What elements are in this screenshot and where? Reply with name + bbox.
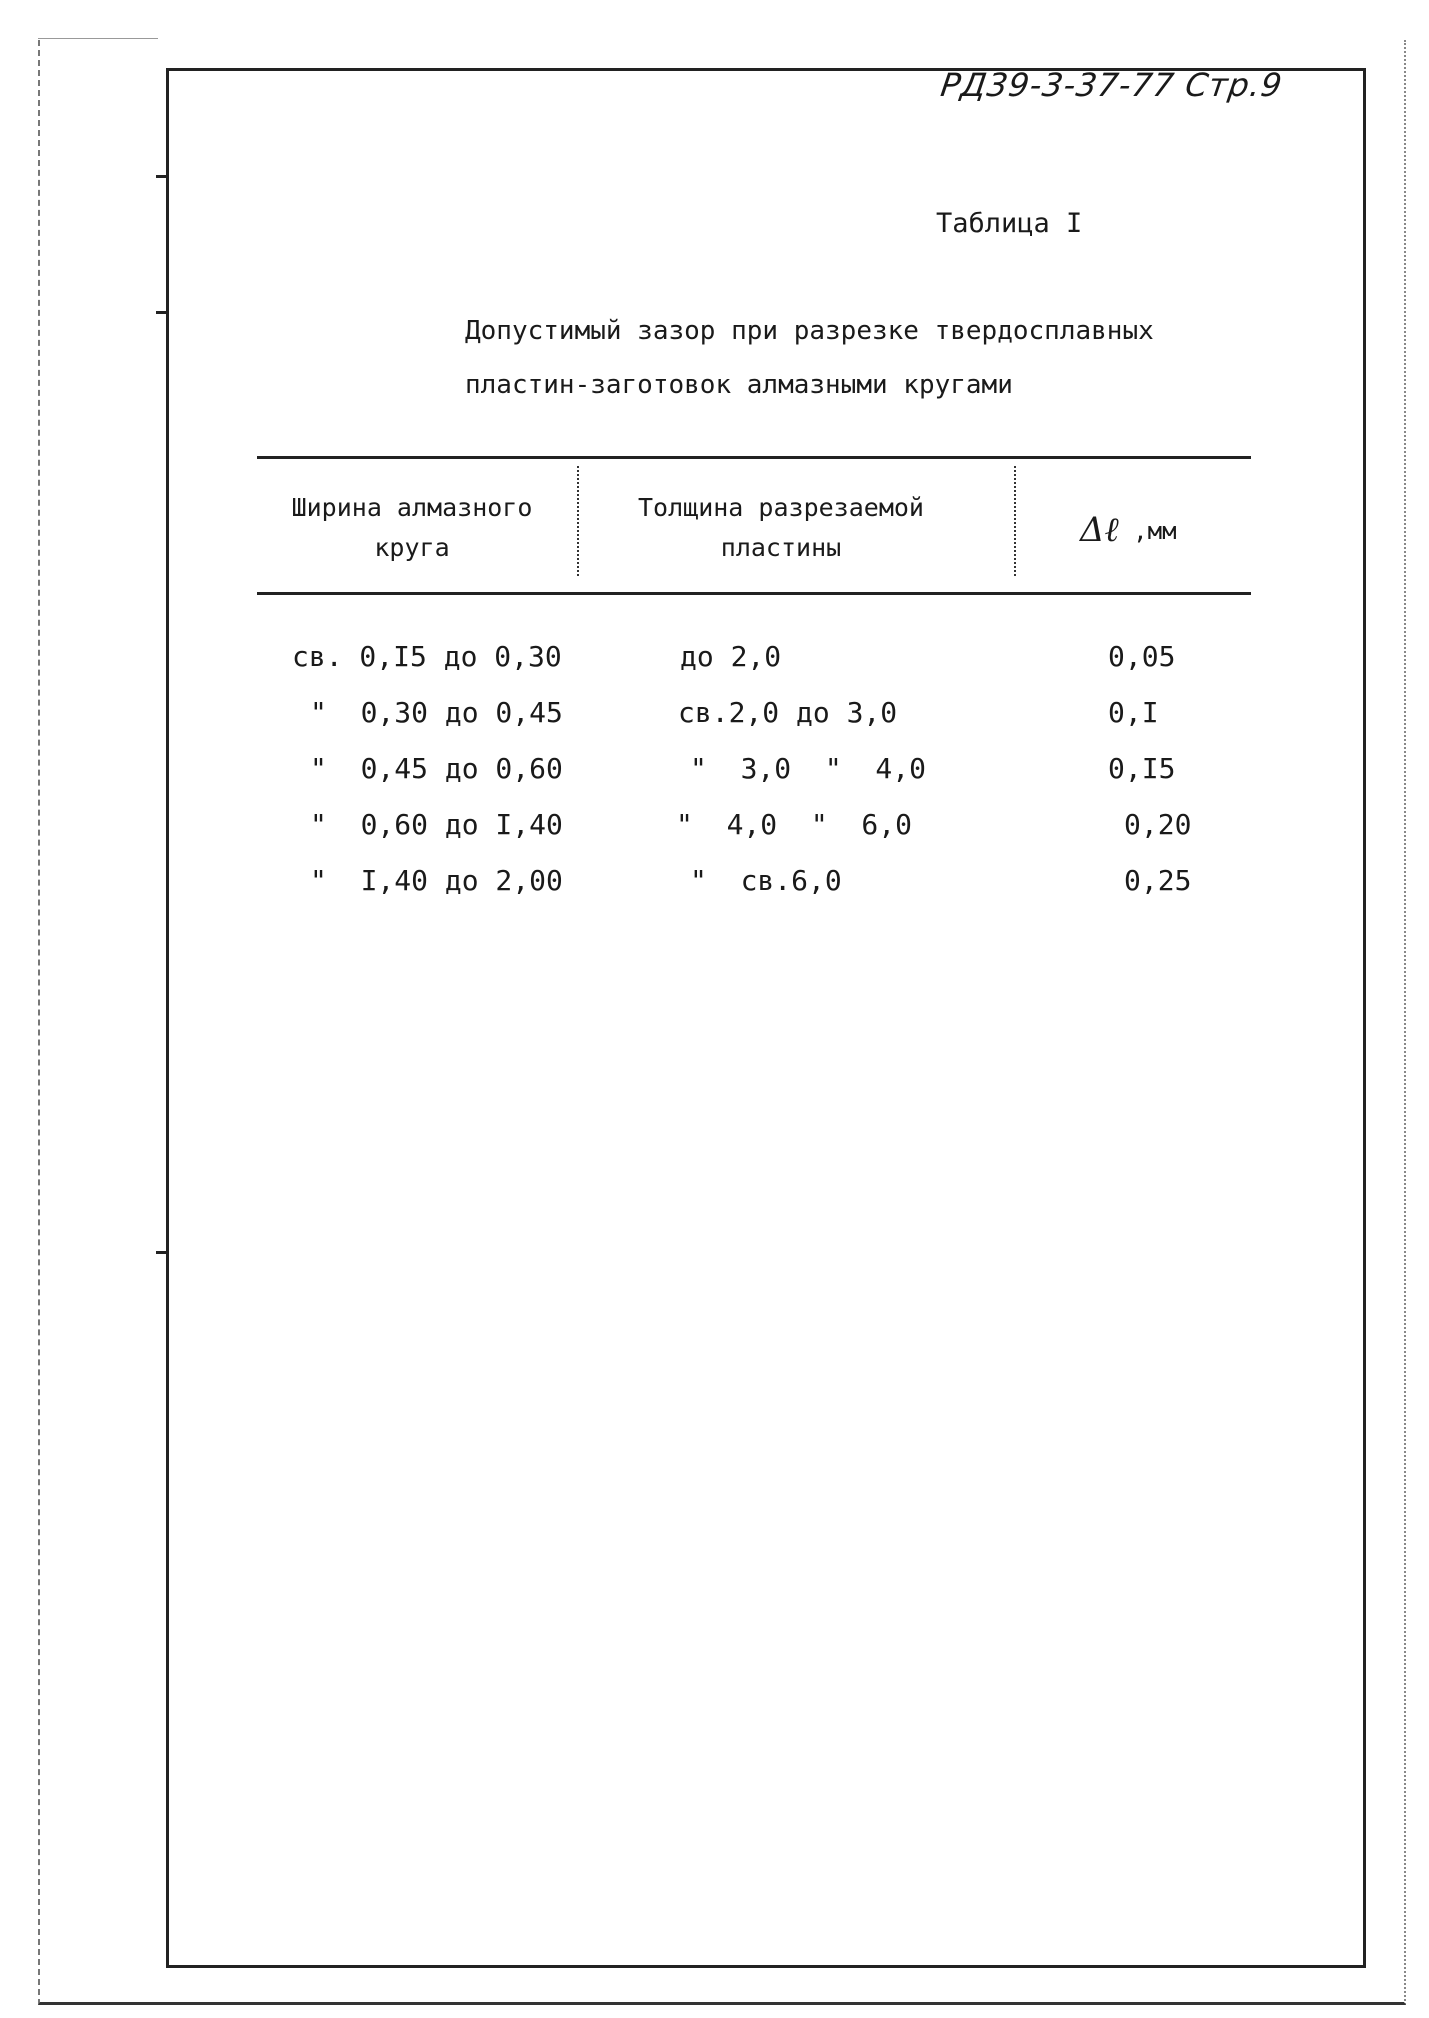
cell-gap: 0,20 (1124, 808, 1192, 841)
column-header-wheel-width-line-2: круга (374, 533, 450, 562)
table-row (0, 696, 1429, 752)
cell-plate-thickness: " 3,0 " 4,0 (690, 752, 927, 785)
cell-gap: 0,05 (1108, 640, 1176, 673)
column-header-plate-thickness (598, 488, 964, 568)
table-title (465, 304, 1154, 412)
frame-tick (156, 311, 166, 314)
table-top-rule (257, 456, 1251, 459)
cell-wheel-width: " 0,30 до 0,45 (310, 696, 563, 729)
column-separator (1014, 466, 1016, 576)
table-row (0, 864, 1429, 920)
cell-plate-thickness: до 2,0 (680, 640, 782, 673)
column-header-gap (1080, 510, 1177, 551)
cell-wheel-width: " 0,60 до I,40 (310, 808, 563, 841)
column-header-wheel-width (262, 488, 562, 568)
column-header-plate-thickness-line-2: пластины (720, 533, 842, 562)
cell-wheel-width: " I,40 до 2,00 (310, 864, 563, 897)
scan-sheet-top-edge (38, 38, 158, 39)
cell-wheel-width: " 0,45 до 0,60 (310, 752, 563, 785)
cell-wheel-width: св. 0,I5 до 0,30 (292, 640, 562, 673)
column-header-gap-unit: ,мм (1118, 517, 1177, 545)
table-body (0, 640, 1429, 920)
cell-gap: 0,I (1108, 696, 1159, 729)
table-number: Таблица I (936, 208, 1083, 239)
document-code: РД39-3-37-77 Стр.9 (938, 66, 1286, 104)
table-header-bottom-rule (257, 592, 1251, 595)
cell-plate-thickness: " св.6,0 (690, 864, 842, 897)
cell-gap: 0,I5 (1108, 752, 1176, 785)
frame-tick (156, 175, 166, 178)
cell-plate-thickness: св.2,0 до 3,0 (678, 696, 898, 729)
table-row (0, 640, 1429, 696)
table-title-line-2: пластин-заготовок алмазными кругами (465, 370, 1013, 400)
cell-plate-thickness: " 4,0 " 6,0 (676, 808, 913, 841)
cell-gap: 0,25 (1124, 864, 1192, 897)
column-header-wheel-width-line-1: Ширина алмазного (291, 493, 533, 522)
frame-tick (156, 1251, 166, 1254)
table-row (0, 808, 1429, 864)
table-title-line-1: Допустимый зазор при разрезке твердосплавных (465, 316, 1154, 346)
column-header-plate-thickness-line-1: Толщина разрезаемой (638, 493, 924, 522)
delta-l-symbol: Δℓ (1080, 510, 1119, 550)
table-row (0, 752, 1429, 808)
column-separator (577, 466, 579, 576)
